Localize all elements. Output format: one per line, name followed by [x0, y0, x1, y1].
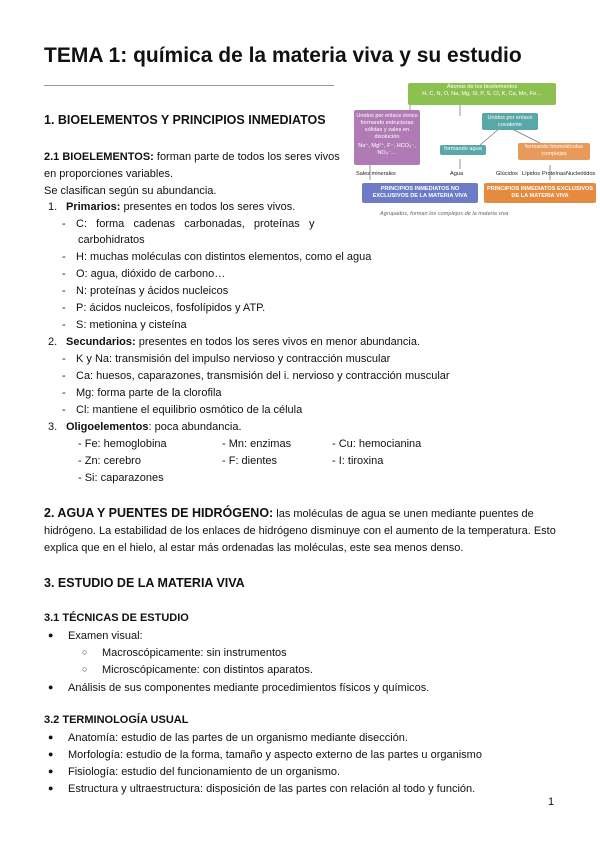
- micro-text: Microscópicamente: con distintos aparatos.: [102, 664, 313, 676]
- secundarios-item-kna-text: K y Na: transmisión del impulso nervioso y contracción muscular: [76, 353, 391, 365]
- biomolecules-box: [518, 143, 590, 160]
- term-anatomia-text: Anatomía: estudio de las partes de un organismo mediante disección.: [68, 732, 408, 744]
- secundarios-item-mg: - Mg: forma parte de la clorofila: [62, 387, 222, 399]
- primarios-item-h: - H: muchas moléculas con distintos elementos, como el agua: [62, 251, 372, 263]
- primarios-heading: [48, 199, 295, 216]
- section-2-heading: 2. AGUA Y PUENTES DE HIDRÓGENO:: [44, 506, 274, 520]
- term-estructura: ● Estructura y ultraestructura: disposición de las partes con relación al todo y función.: [48, 783, 476, 795]
- oligo-fe: - Fe: hemoglobina: [78, 438, 167, 450]
- water-box: [440, 145, 486, 155]
- term-morfologia-text: Morfología: estudio de la forma, tamaño y aspecto externo de las partes u organismo: [68, 749, 482, 761]
- macro-item: ○ Macroscópicamente: sin instrumentos: [82, 647, 287, 659]
- label-lipidos: Lípidos: [522, 171, 541, 177]
- oligo-mn: - Mn: enzimas: [222, 438, 292, 450]
- primarios-item-p: - P: ácidos nucleicos, fosfolípidos y ATP.: [62, 302, 266, 314]
- primarios-item-h-text: H: muchas moléculas con distintos elementos, como el agua: [76, 251, 372, 263]
- oligo-cu: - Cu: hemocianina: [332, 438, 422, 450]
- secundarios-heading: [48, 334, 420, 351]
- term-fisiologia-text: Fisiología: estudio del funcionamiento de un organismo.: [68, 766, 341, 778]
- primarios-item-s: - S: metionina y cisteína: [62, 319, 187, 331]
- exclusive-text: PRINCIPIOS INMEDIATOS EXCLUSIVOS DE LA MATERIA VIVA: [486, 186, 594, 199]
- secundarios-num: 2.: [48, 336, 58, 348]
- oligo-zn: - Zn: cerebro: [78, 455, 141, 467]
- primarios-item-n: - N: proteínas y ácidos nucleicos: [62, 285, 229, 297]
- title-prefix: TEMA 1:: [44, 44, 134, 67]
- bioelementos-intro-3: Se clasifican según su abundancia.: [44, 185, 217, 197]
- label-glucidos: Glúcidos: [496, 171, 518, 177]
- secundarios-item-cl-text: Cl: mantiene el equilibrio osmótico de la célula: [76, 404, 303, 416]
- oligo-num: 3.: [48, 421, 58, 433]
- atoms-title: Átomos de los bioelementos: [446, 84, 518, 90]
- section-2-line-2: hidrógeno. La estabilidad de los enlaces de hidrógeno disminuye con el aumento de la temperatura. Esto: [44, 525, 556, 537]
- atoms-list: H, C, N, O, Na, Mg, Sl, P, S, Cl, K, Ca, Mn, Fe…: [422, 91, 542, 97]
- non-exclusive-text: PRINCIPIOS INMEDIATOS NO EXCLUSIVOS DE LA MATERIA VIVA: [372, 186, 468, 199]
- examen-visual-text: Examen visual:: [68, 630, 143, 642]
- primarios-item-o: - O: agua, dióxido de carbono…: [62, 268, 226, 280]
- page-number: 1: [548, 796, 555, 808]
- primarios-item-c-text: C: forma cadenas carbonadas, proteínas y: [76, 218, 315, 230]
- secundarios-item-mg-text: Mg: forma parte de la clorofila: [76, 387, 222, 399]
- covalent-text: Unidos por enlace covalente: [487, 115, 533, 128]
- secundarios-item-kna: - K y Na: transmisión del impulso nervioso y contracción muscular: [62, 353, 391, 365]
- analisis-item: ● Análisis de sus componentes mediante procedimientos físicos y químicos.: [48, 682, 430, 694]
- terminologia-heading: 3.2 TERMINOLOGÍA USUAL: [44, 714, 189, 726]
- bioelementos-subheading: 2.1 BIOELEMENTOS:: [44, 151, 154, 163]
- atoms-box: [408, 83, 556, 105]
- title-rest: química de la materia viva y su estudio: [133, 44, 522, 67]
- secundarios-item-cl: - Cl: mantiene el equilibrio osmótico de la célula: [62, 404, 303, 416]
- primarios-desc: presentes en todos los seres vivos.: [120, 201, 296, 213]
- term-anatomia: ● Anatomía: estudio de las partes de un organismo mediante disección.: [48, 732, 408, 744]
- oligo-desc: : poca abundancia.: [148, 421, 242, 433]
- secundarios-item-ca-text: Ca: huesos, caparazones, transmisión del i. nervioso y contracción muscular: [76, 370, 450, 382]
- primarios-item-p-text: P: ácidos nucleicos, fosfolípidos y ATP.: [76, 302, 266, 314]
- section-2-paragraph: [44, 505, 556, 557]
- primarios-item-c-cont: carbohidratos: [78, 234, 145, 246]
- oligo-si: - Si: caparazones: [78, 472, 164, 484]
- bioelementos-intro-2: en proporciones variables.: [44, 168, 174, 180]
- salts-ions: Na⁺, Mg²⁺, F⁻, HCO₃⁻, NO₃⁻…: [358, 143, 416, 156]
- diagram-footer: Agrupados, forman los complejos de la materia viva: [380, 211, 509, 217]
- section-2-line-3: explica que en el hielo, al estar más ordenadas las moléculas, este sea menos denso.: [44, 542, 464, 554]
- analisis-text: Análisis de sus componentes mediante procedimientos físicos y químicos.: [68, 682, 430, 694]
- exclusive-box: [484, 183, 596, 203]
- non-exclusive-box: [362, 183, 478, 203]
- biomolecules-text: formando biomoléculas complejas: [525, 144, 583, 157]
- intro-text-1: forman parte de todos los seres vivos: [153, 151, 340, 163]
- primarios-item-s-text: S: metionina y cisteína: [76, 319, 187, 331]
- title-underline: [44, 85, 334, 86]
- water-text: formando agua: [444, 146, 482, 152]
- bioelementos-intro-1: [44, 149, 340, 166]
- section-3-heading: 3. ESTUDIO DE LA MATERIA VIVA: [44, 576, 245, 590]
- primarios-item-c: - C: forma cadenas carbonadas, proteínas y: [62, 218, 315, 230]
- salts-text: Unidos por enlace iónico formando estructuras sólidas y sales en disolución: [356, 113, 418, 140]
- primarios-num: 1.: [48, 201, 58, 213]
- page-title: [44, 44, 522, 68]
- oligo-f: - F: dientes: [222, 455, 278, 467]
- section-2-line-1: [44, 505, 556, 523]
- oligo-label: Oligoelementos: [66, 421, 149, 433]
- micro-item: ○ Microscópicamente: con distintos aparatos.: [82, 664, 313, 676]
- label-agua: Agua: [450, 171, 464, 177]
- label-sales: Sales minerales: [356, 171, 396, 177]
- secundarios-desc: presentes en todos los seres vivos en menor abundancia.: [135, 336, 421, 348]
- primarios-item-o-text: O: agua, dióxido de carbono…: [76, 268, 226, 280]
- examen-visual-item: ● Examen visual:: [48, 630, 143, 642]
- term-fisiologia: ● Fisiología: estudio del funcionamiento de un organismo.: [48, 766, 341, 778]
- oligo-heading: [48, 419, 242, 436]
- tecnicas-heading: 3.1 TÉCNICAS DE ESTUDIO: [44, 612, 189, 624]
- primarios-label: Primarios:: [66, 201, 121, 213]
- bioelements-diagram: [350, 83, 598, 233]
- section-2-line1-rest: las moléculas de agua se unen mediante puentes de: [273, 508, 534, 520]
- label-nucleotidos: Nucleótidos: [566, 171, 596, 177]
- term-morfologia: ● Morfología: estudio de la forma, tamaño y aspecto externo de las partes u organismo: [48, 749, 482, 761]
- label-proteinas: Proteínas: [542, 171, 566, 177]
- oligo-i: - I: tiroxina: [332, 455, 384, 467]
- macro-text: Macroscópicamente: sin instrumentos: [102, 647, 287, 659]
- section-1-heading: 1. BIOELEMENTOS Y PRINCIPIOS INMEDIATOS: [44, 113, 326, 127]
- covalent-box: [482, 113, 538, 130]
- term-estructura-text: Estructura y ultraestructura: disposición de las partes con relación al todo y función.: [68, 783, 476, 795]
- secundarios-item-ca: - Ca: huesos, caparazones, transmisión del i. nervioso y contracción muscular: [62, 370, 450, 382]
- primarios-item-n-text: N: proteínas y ácidos nucleicos: [76, 285, 229, 297]
- secundarios-label: Secundarios:: [66, 336, 136, 348]
- salts-box: [354, 110, 420, 165]
